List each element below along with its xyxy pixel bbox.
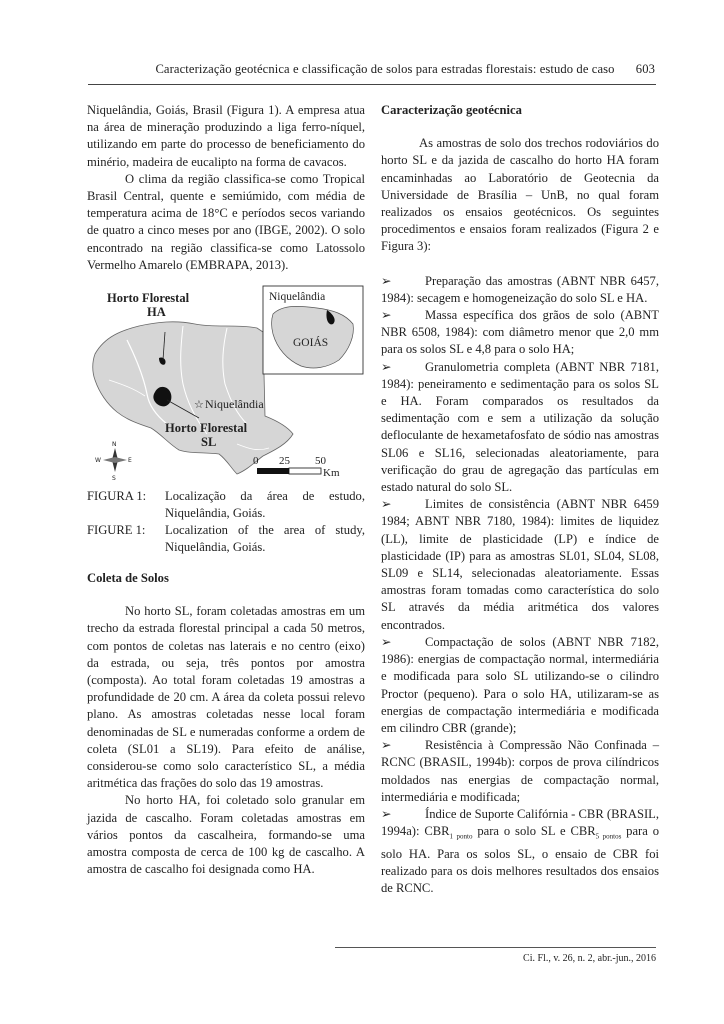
- running-header: [0, 62, 655, 77]
- svg-text:50: 50: [315, 455, 326, 468]
- figure-caption-pt: [87, 488, 365, 522]
- paragraph-intro: As amostras de solo dos trechos rodoviários do horto SL e da jazida de cascalho do horto HA foram encaminhadas ao Laboratório de Geotecnia da Universidade de Brasília – UnB, no qual foram realizados os ensaios geotécnicos. Os seguintes procedimentos e ensaios foram realizados (Figura 2 e Figura 3):: [381, 136, 659, 254]
- right-column: [381, 102, 659, 897]
- caption-pt-key: FIGURA 1:: [87, 489, 147, 504]
- label-sl-line1: Horto Florestal: [165, 421, 248, 436]
- paragraph-horto-sl: No horto SL, foram coletadas amostras em um trecho da estrada florestal principal a cada 50 metros, com pontos de coletas nas laterais e no centro (eixo) da estrada, ou seja, três pontos por amostra (composta). Ao total foram coletadas 19 amostras a profundidade de 20 cm. A área da coleta possui relevo plano. As amostras coletadas nesse local foram denominadas de SL e numeradas conforme a ordem de coleta (SL01 a SL19). Para efeito de análise, considerou-se como solo característico SL, a média aritmética das frações do solo das 19 amostras.: [87, 604, 365, 791]
- figure-1-map: [87, 284, 365, 484]
- list-item: ➢ Massa específica dos grãos de solo (ABNT NBR 6508, 1984): com diâmetro menor que 2,0 mm para os solos SL e 4,8 para o solo HA;: [381, 308, 659, 357]
- compass-rose-icon: [95, 441, 132, 482]
- paragraph-climate: O clima da região classifica-se como Tropical Brasil Central, quente e semiúmido, com média de temperatura acima de 18°C e períodos secos variando de quatro a cinco meses por ano (IBGE, 2002). O solo encontrado na região classifica-se como Latossolo Vermelho Amarelo (EMBRAPA, 2013).: [87, 171, 365, 272]
- section-title-caracterizacao: Caracterização geotécnica: [381, 103, 522, 117]
- arrow-bullet-icon: ➢: [381, 273, 392, 288]
- paragraph-horto-ha: No horto HA, foi coletado solo granular em jazida de cascalho. Foram coletadas amostras em vários pontos da cascalheira, formando-se uma amostra composta de cerca de 100 kg de cascalho. A amostra de cascalho foi designada como HA.: [87, 793, 365, 877]
- arrow-bullet-icon: ➢: [381, 738, 392, 753]
- list-item: ➢ Limites de consistência (ABNT NBR 6459 1984; ABNT NBR 7180, 1984): limites de liquidez (LL), limite de plasticidade (LP) e índice de plasticidade (IP) para as amostras SL01, SL04, SL08, SL09 e SL14, selecionadas aleatoriamente. Essas amostras foram tomadas como característica do solo SL através da média aritmética dos valores encontrados.: [381, 497, 659, 632]
- arrow-bullet-icon: ➢: [381, 806, 392, 821]
- section-title-coleta: Coleta de Solos: [87, 571, 169, 586]
- paragraph-location: Niquelândia, Goiás, Brasil (Figura 1). A empresa atua na área de mineração produzindo a liga ferro-níquel, utilizando em parte do processo de beneficiamento do minério, madeira de eucalipto na forma de cavacos.: [87, 103, 365, 169]
- svg-text:Km: Km: [323, 467, 340, 480]
- label-ha-line1: Horto Florestal: [107, 291, 190, 306]
- footer-rule: [335, 947, 656, 948]
- list-item: ➢ Granulometria completa (ABNT NBR 7181, 1984): peneiramento e sedimentação para os solos SL e HA. Foram comparados os resultados da sedimentação com e sem a utilização da solução defloculante de hexametafosfato de sódio nas amostras SL06 e SL16, selecionadas aleatoriamente, para verificação do grau de agregação das partículas em estado natural do solo SL.: [381, 359, 659, 495]
- label-ha-line2: HA: [147, 305, 166, 320]
- list-item: ➢ Índice de Suporte Califórnia - CBR (BRASIL, 1994a): $CBR_{1 ponto}$ para o solo SL e $CBR_{5 pontos}$ para o solo HA. Para os solos SL, o ensaio de CBR foi realizado para os dois melhores resultados dos ensaios de RCNC.: [381, 806, 659, 896]
- city-star-icon: ☆: [194, 398, 204, 412]
- arrow-bullet-icon: ➢: [381, 634, 392, 649]
- list-item: ➢ Preparação das amostras (ABNT NBR 6457, 1984): secagem e homogeneização do solo SL e HA.: [381, 273, 659, 305]
- header-rule: [88, 84, 656, 85]
- arrow-bullet-icon: ➢: [381, 308, 392, 323]
- label-city: Niquelândia: [205, 397, 264, 412]
- svg-text:S: S: [112, 475, 116, 483]
- arrow-bullet-icon: ➢: [381, 497, 392, 512]
- left-column: [87, 102, 365, 878]
- svg-text:25: 25: [279, 455, 290, 468]
- figure-caption-en: [87, 522, 365, 556]
- label-sl-line2: SL: [201, 435, 217, 450]
- arrow-bullet-icon: ➢: [381, 359, 392, 374]
- svg-text:W: W: [95, 457, 101, 465]
- list-item: ➢ Resistência à Compressão Não Confinada – RCNC (BRASIL, 1994b): corpos de prova cilíndricos moldados nas energias de compactação normal, intermediária e modificada;: [381, 738, 659, 804]
- list-item: ➢ Compactação de solos (ABNT NBR 7182, 1986): energias de compactação normal, intermediária e modificada para solo SL utilizando-se o cilindro Proctor (pequeno). Para o solo HA, utilizaram-se as energias de compactação intermediária e modificada em cilindro CBR (grande);: [381, 634, 659, 735]
- footer-citation: Ci. Fl., v. 26, n. 2, abr.-jun., 2016: [523, 953, 656, 964]
- scale-bar: [253, 455, 340, 479]
- caption-en-text: Localization of the area of study, Niquelândia, Goiás.: [165, 523, 365, 555]
- svg-text:0: 0: [253, 455, 259, 468]
- header-title: Caracterização geotécnica e classificação de solos para estradas florestais: estudo de caso: [155, 62, 615, 76]
- caption-en-key: FIGURE 1:: [87, 523, 146, 538]
- inset-state-label: GOIÁS: [293, 337, 329, 350]
- inset-city-label: Niquelândia: [269, 291, 326, 304]
- page-number: 603: [635, 62, 655, 76]
- caption-pt-text: Localização da área de estudo, Niquelândia, Goiás.: [165, 489, 365, 521]
- svg-text:E: E: [128, 457, 132, 465]
- svg-text:N: N: [112, 441, 117, 449]
- map-svg: [87, 284, 365, 484]
